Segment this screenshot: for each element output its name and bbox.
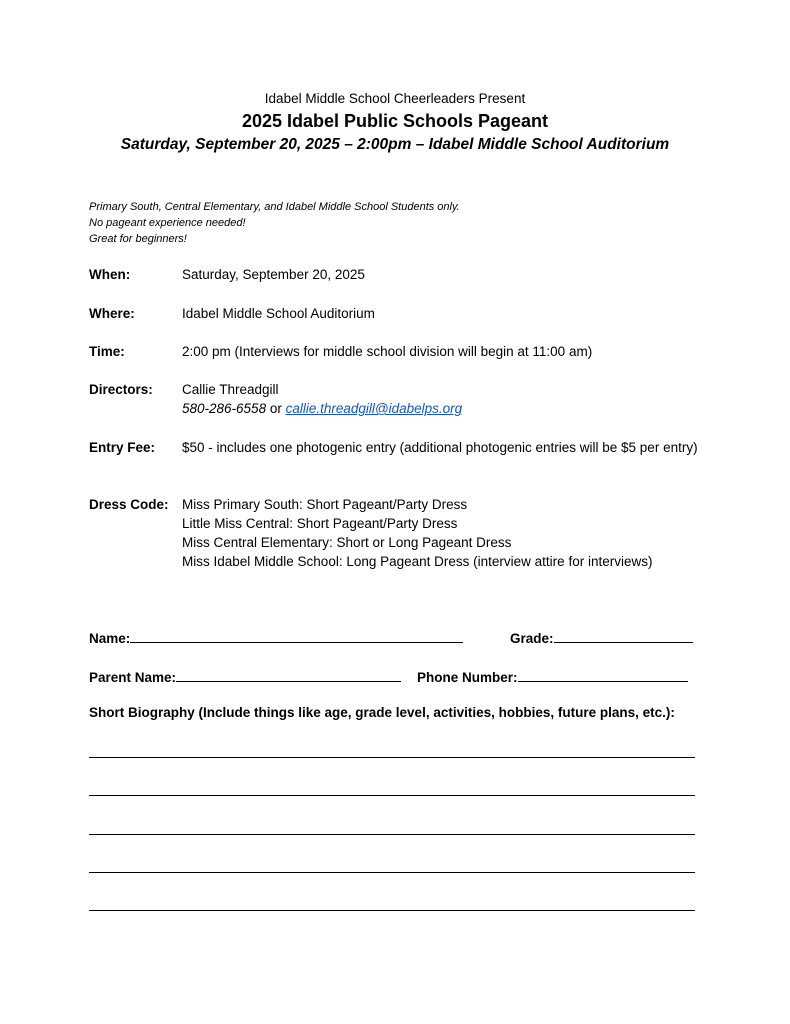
name-label: Name: [89,631,131,646]
when-value: Saturday, September 20, 2025 [182,267,365,282]
biography-line[interactable] [89,834,695,835]
director-email-link[interactable]: callie.threadgill@idabelps.org [285,401,463,416]
grade-label: Grade: [510,631,554,646]
intro-beginners: Great for beginners! [89,233,187,245]
entry-fee-value: $50 - includes one photogenic entry (additional photogenic entries will be $5 per entry) [182,440,698,455]
director-name: Callie Threadgill [182,382,279,397]
phone-number-label: Phone Number: [417,670,518,685]
parent-name-field[interactable] [89,667,401,685]
grade-blank[interactable] [554,628,693,643]
name-field[interactable] [89,628,463,646]
when-label: When: [89,267,131,282]
parent-name-blank[interactable] [176,667,401,682]
time-value: 2:00 pm (Interviews for middle school division will begin at 11:00 am) [182,344,593,359]
intro-block [89,199,460,247]
directors-label: Directors: [89,382,153,397]
intro-eligibility: Primary South, Central Elementary, and Idabel Middle School Students only. [89,201,460,213]
dress-code-item: Miss Primary South: Short Pageant/Party Dress [182,497,468,512]
biography-line[interactable] [89,795,695,796]
phone-number-blank[interactable] [518,667,688,682]
biography-label: Short Biography (Include things like age, grade level, activities, hobbies, future plans, etc.): [89,705,675,720]
where-label: Where: [89,306,135,321]
dress-code-item: Little Miss Central: Short Pageant/Party Dress [182,516,458,531]
intro-experience: No pageant experience needed! [89,217,246,229]
time-label: Time: [89,344,125,359]
page-title: 2025 Idabel Public Schools Pageant [241,111,549,131]
event-subtitle: Saturday, September 20, 2025 – 2:00pm – Idabel Middle School Auditorium [120,136,670,153]
parent-name-label: Parent Name: [89,670,177,685]
biography-line[interactable] [89,910,695,911]
phone-number-field[interactable] [417,667,688,685]
director-contact [182,399,702,418]
entry-fee-label: Entry Fee: [89,440,156,455]
biography-line[interactable] [89,872,695,873]
grade-field[interactable] [510,628,693,646]
presenter-line: Idabel Middle School Cheerleaders Present [264,91,526,106]
director-phone: 580-286-6558 [182,401,267,416]
where-value: Idabel Middle School Auditorium [182,306,375,321]
name-blank[interactable] [130,628,463,643]
dress-code-label: Dress Code: [89,497,169,512]
biography-line[interactable] [89,757,695,758]
contact-separator: or [266,401,286,416]
dress-code-item: Miss Central Elementary: Short or Long Pageant Dress [182,535,512,550]
dress-code-item: Miss Idabel Middle School: Long Pageant Dress (interview attire for interviews) [182,554,653,569]
